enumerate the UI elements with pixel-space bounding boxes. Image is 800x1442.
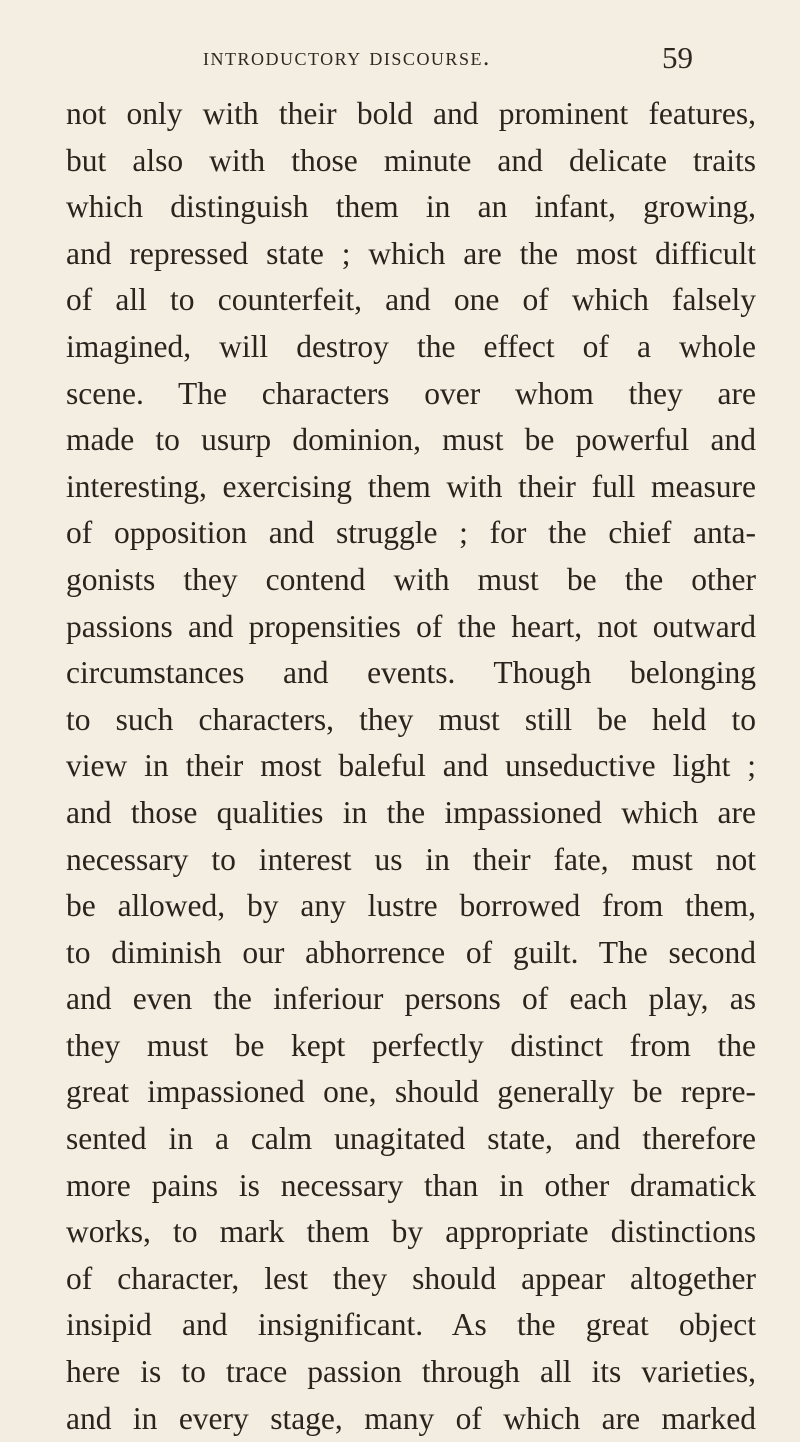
text-line: and those qualities in the impassioned which are [66, 794, 756, 830]
text-line: of all to counterfeit, and one of which falsely [66, 282, 756, 318]
text-line: and repressed state ; which are the most difficult [66, 235, 756, 271]
text-line: to diminish our abhorrence of guilt. The second [66, 934, 756, 970]
text-line: great impassioned one, should generally be repre- [66, 1074, 756, 1110]
text-line: scene. The characters over whom they are [66, 375, 756, 411]
text-line: of character, lest they should appear altogether [66, 1260, 756, 1296]
running-head-title: introductory discourse. [203, 44, 491, 71]
text-line: view in their most baleful and unseductive light ; [66, 748, 756, 784]
text-line: which distinguish them in an infant, growing, [66, 189, 756, 225]
text-line: and even the inferiour persons of each play, as [66, 981, 756, 1017]
text-line: more pains is necessary than in other dramatick [66, 1167, 756, 1203]
text-line: be allowed, by any lustre borrowed from them, [66, 888, 756, 924]
text-line: of opposition and struggle ; for the chief anta- [66, 515, 756, 551]
text-line: they must be kept perfectly distinct from the [66, 1027, 756, 1063]
text-line: necessary to interest us in their fate, must not [66, 841, 756, 877]
page-number: 59 [662, 40, 693, 75]
text-line: here is to trace passion through all its varieties, [66, 1354, 756, 1390]
text-line: works, to mark them by appropriate distinctions [66, 1214, 756, 1250]
text-line: insipid and insignificant. As the great object [66, 1307, 756, 1343]
text-line: to such characters, they must still be held to [66, 701, 756, 737]
text-line: made to usurp dominion, must be powerful and [66, 422, 756, 458]
text-line: but also with those minute and delicate traits [66, 142, 756, 178]
body-paragraph [66, 91, 756, 1442]
text-line: sented in a calm unagitated state, and therefore [66, 1121, 756, 1157]
text-line: and in every stage, many of which are marked [66, 1400, 756, 1436]
text-line: passions and propensities of the heart, not outward [66, 608, 756, 644]
text-line: not only with their bold and prominent features, [66, 96, 756, 131]
text-line: gonists they contend with must be the other [66, 561, 756, 597]
text-line: imagined, will destroy the effect of a whole [66, 328, 756, 364]
text-line: interesting, exercising them with their full measure [66, 468, 756, 504]
text-line: circumstances and events. Though belonging [66, 655, 756, 691]
running-head [0, 40, 800, 84]
